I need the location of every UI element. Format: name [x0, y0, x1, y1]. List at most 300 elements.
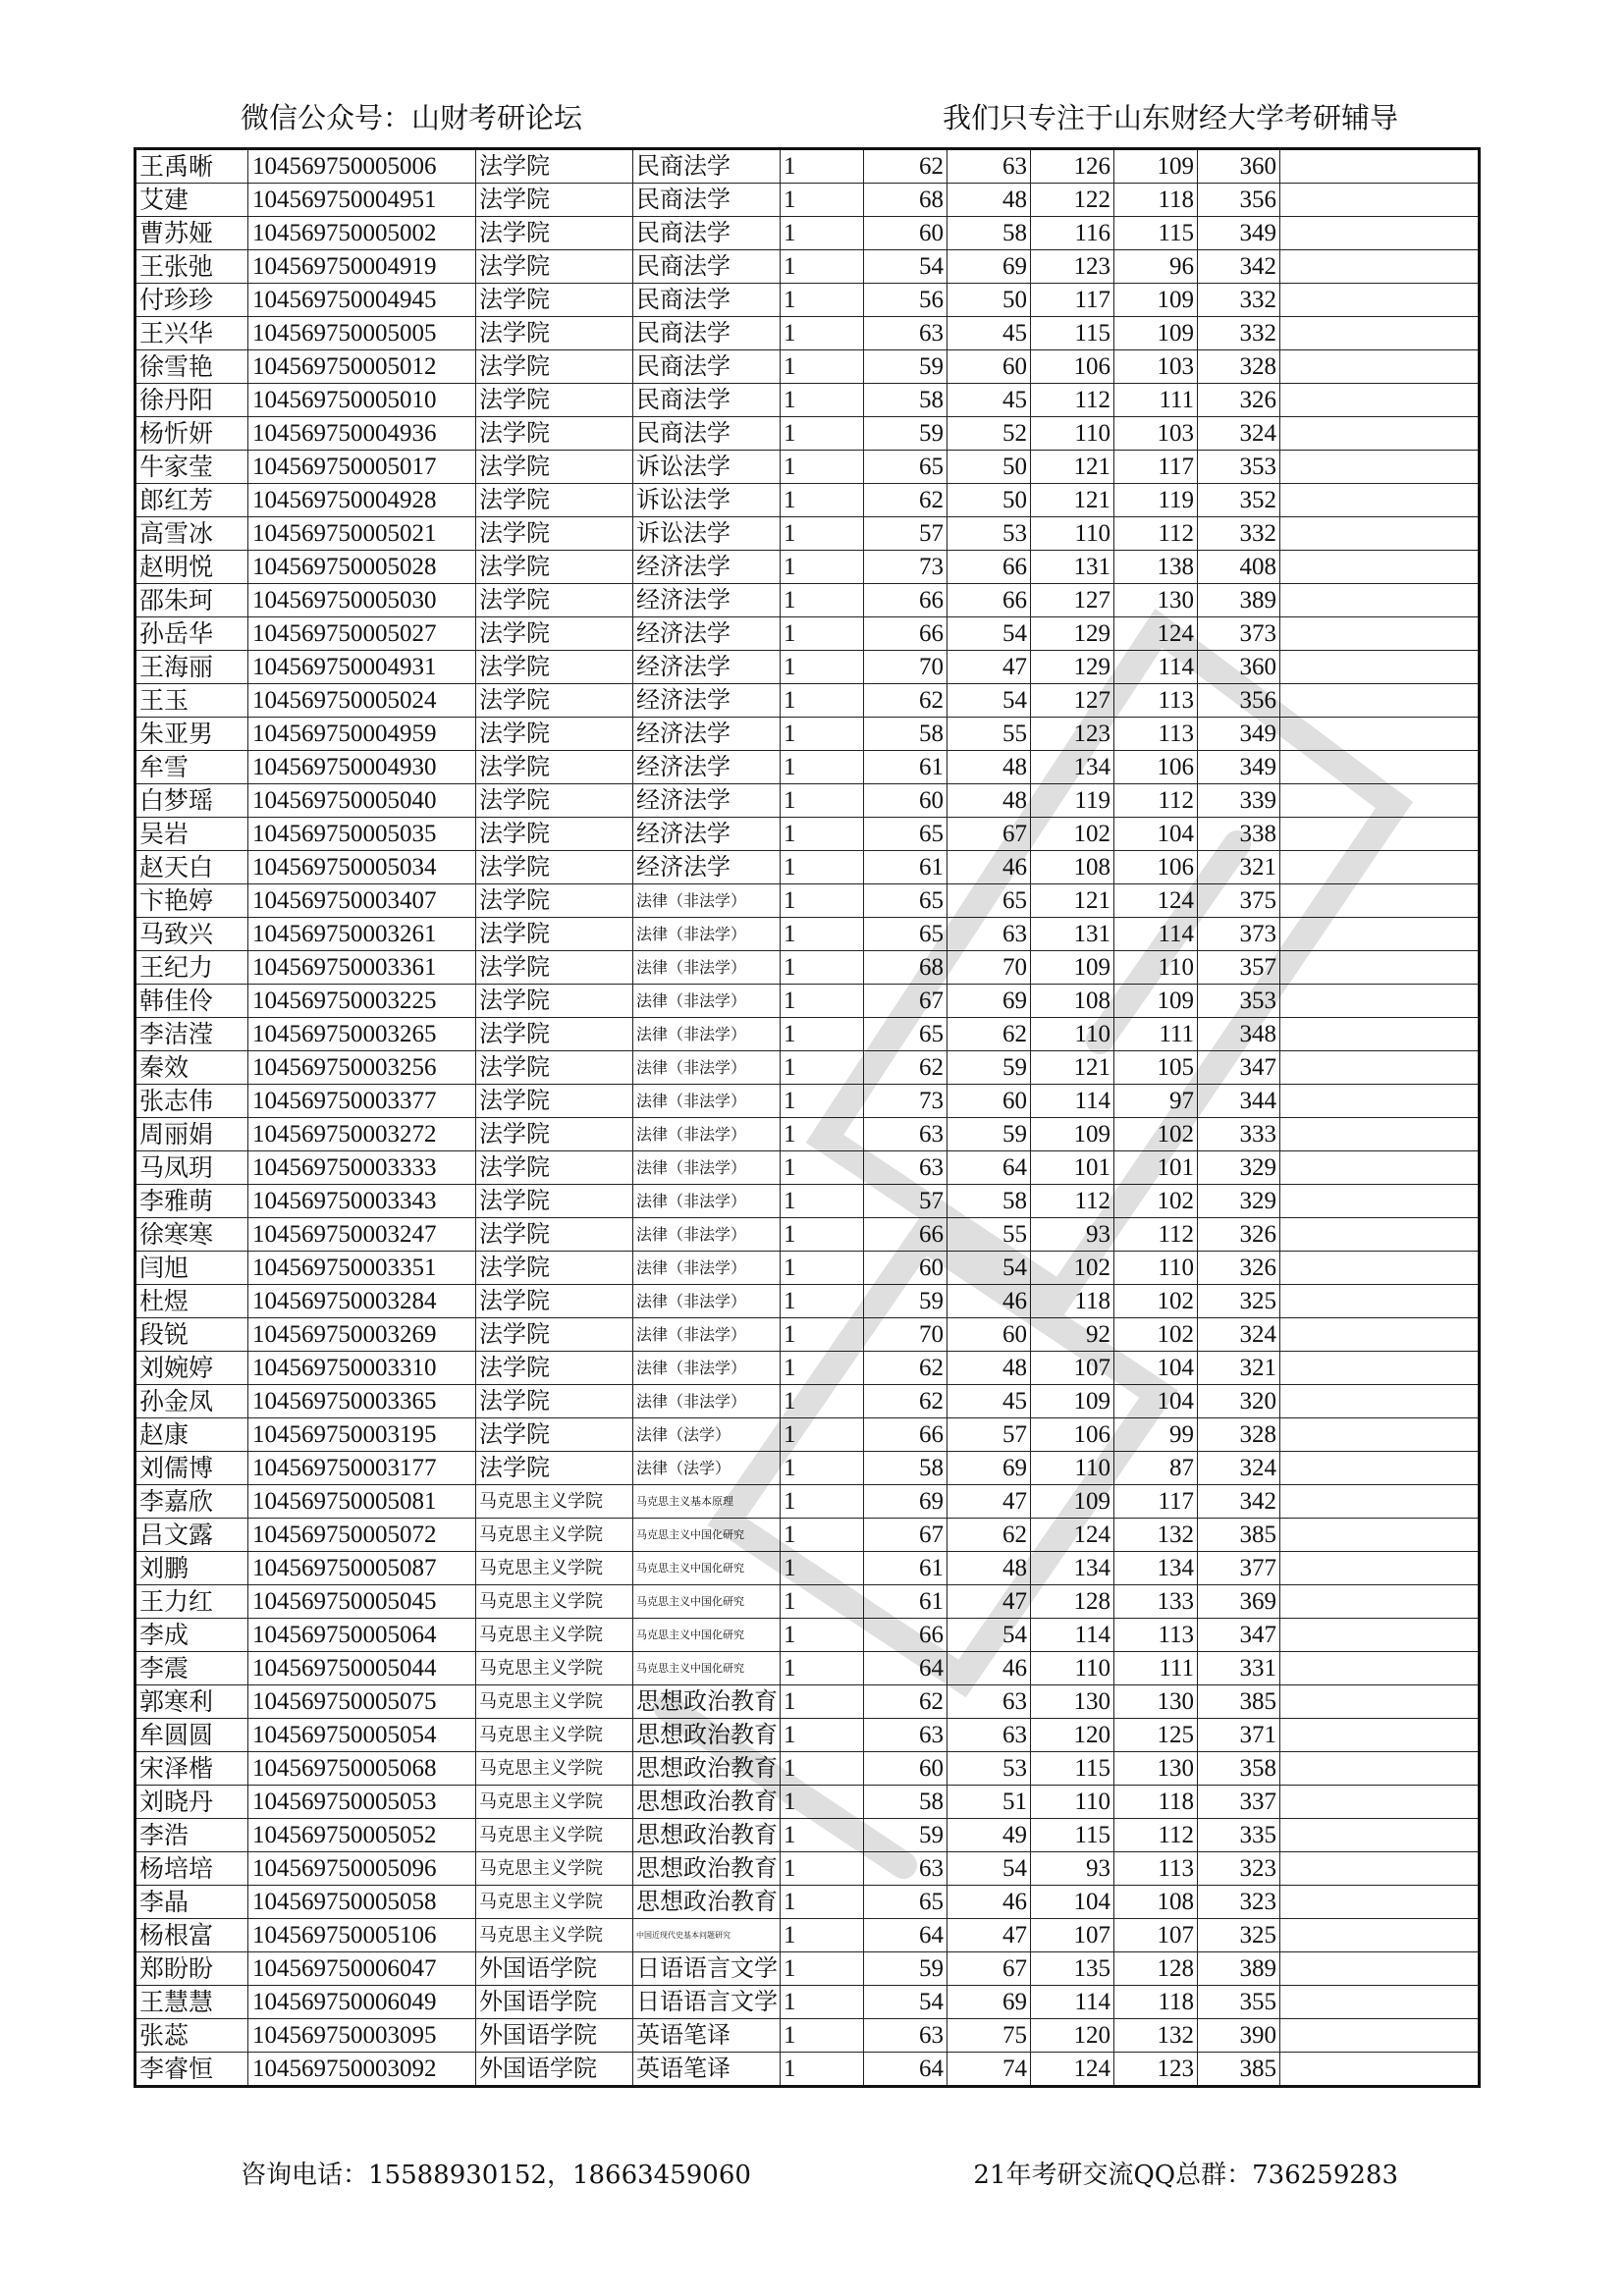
cell-major: 民商法学 [633, 284, 781, 317]
cell-name: 李睿恒 [135, 2053, 248, 2087]
cell-politics: 65 [864, 1018, 947, 1051]
cell-name: 秦效 [135, 1051, 248, 1085]
cell-major: 英语笔译 [633, 2053, 781, 2087]
cell-major: 法律（法学） [633, 1418, 781, 1452]
cell-exam-id: 104569750005006 [248, 149, 476, 184]
cell-major: 马克思主义中国化研究 [633, 1652, 781, 1685]
cell-politics: 59 [864, 1952, 947, 1986]
cell-exam-id: 104569750003269 [248, 1318, 476, 1352]
table-row [135, 1352, 1480, 1385]
cell-foreign-language: 50 [947, 451, 1031, 484]
cell-politics: 66 [864, 1418, 947, 1452]
cell-remark [1280, 1719, 1480, 1752]
cell-name: 杜煜 [135, 1285, 248, 1318]
cell-total: 325 [1198, 1285, 1280, 1318]
cell-subject-1: 110 [1031, 1652, 1114, 1685]
cell-politics: 60 [864, 217, 947, 250]
cell-subject-2: 109 [1114, 317, 1198, 350]
cell-college: 法学院 [476, 751, 633, 784]
cell-exam-id: 104569750003261 [248, 918, 476, 951]
cell-subject-1: 124 [1031, 2053, 1114, 2087]
cell-college: 外国语学院 [476, 1952, 633, 1986]
cell-college: 法学院 [476, 617, 633, 651]
cell-remark [1280, 284, 1480, 317]
cell-type: 1 [781, 350, 864, 384]
cell-subject-1: 116 [1031, 217, 1114, 250]
cell-subject-2: 110 [1114, 951, 1198, 985]
cell-remark [1280, 1819, 1480, 1852]
cell-remark [1280, 784, 1480, 818]
cell-major: 日语语言文学 [633, 1986, 781, 2019]
cell-subject-2: 104 [1114, 818, 1198, 851]
cell-type: 1 [781, 1352, 864, 1385]
cell-exam-id: 104569750005035 [248, 818, 476, 851]
cell-type: 1 [781, 1585, 864, 1619]
cell-major: 法律（非法学） [633, 1252, 781, 1285]
cell-subject-2: 111 [1114, 1018, 1198, 1051]
cell-major: 诉讼法学 [633, 484, 781, 517]
cell-total: 348 [1198, 1018, 1280, 1051]
cell-type: 1 [781, 1252, 864, 1285]
cell-total: 321 [1198, 1352, 1280, 1385]
cell-subject-2: 103 [1114, 350, 1198, 384]
footer-qq-group: 21年考研交流QQ总群：736259283 [973, 2161, 1398, 2190]
cell-politics: 62 [864, 1685, 947, 1719]
cell-foreign-language: 45 [947, 384, 1031, 417]
cell-college: 马克思主义学院 [476, 1485, 633, 1519]
cell-total: 323 [1198, 1852, 1280, 1886]
cell-college: 法学院 [476, 184, 633, 217]
cell-name: 马凤玥 [135, 1151, 248, 1185]
cell-major: 法律（非法学） [633, 1218, 781, 1252]
cell-remark [1280, 1352, 1480, 1385]
cell-major: 民商法学 [633, 384, 781, 417]
cell-politics: 66 [864, 1218, 947, 1252]
cell-total: 390 [1198, 2019, 1280, 2053]
cell-subject-2: 104 [1114, 1352, 1198, 1385]
cell-total: 332 [1198, 317, 1280, 350]
cell-major: 思想政治教育 [633, 1886, 781, 1919]
cell-subject-1: 130 [1031, 1685, 1114, 1719]
cell-remark [1280, 818, 1480, 851]
cell-remark [1280, 1018, 1480, 1051]
cell-exam-id: 104569750003333 [248, 1151, 476, 1185]
cell-subject-1: 135 [1031, 1952, 1114, 1986]
cell-politics: 62 [864, 1385, 947, 1418]
cell-type: 1 [781, 317, 864, 350]
cell-type: 1 [781, 2019, 864, 2053]
cell-type: 1 [781, 1118, 864, 1151]
cell-name: 段锐 [135, 1318, 248, 1352]
cell-foreign-language: 63 [947, 149, 1031, 184]
cell-foreign-language: 55 [947, 1218, 1031, 1252]
cell-total: 373 [1198, 617, 1280, 651]
cell-subject-1: 108 [1031, 985, 1114, 1018]
cell-subject-1: 129 [1031, 617, 1114, 651]
cell-foreign-language: 47 [947, 651, 1031, 684]
cell-exam-id: 104569750005058 [248, 1886, 476, 1919]
cell-major: 民商法学 [633, 184, 781, 217]
cell-politics: 65 [864, 818, 947, 851]
table-row [135, 1151, 1480, 1185]
cell-exam-id: 104569750005075 [248, 1685, 476, 1719]
table-row [135, 1585, 1480, 1619]
cell-foreign-language: 47 [947, 1485, 1031, 1519]
cell-subject-1: 131 [1031, 551, 1114, 584]
cell-politics: 63 [864, 1151, 947, 1185]
cell-major: 经济法学 [633, 684, 781, 718]
cell-foreign-language: 48 [947, 751, 1031, 784]
cell-exam-id: 104569750004931 [248, 651, 476, 684]
cell-name: 李嘉欣 [135, 1485, 248, 1519]
cell-total: 333 [1198, 1118, 1280, 1151]
cell-type: 1 [781, 1852, 864, 1886]
cell-subject-2: 132 [1114, 1519, 1198, 1552]
cell-foreign-language: 69 [947, 1986, 1031, 2019]
cell-remark [1280, 584, 1480, 617]
cell-type: 1 [781, 1786, 864, 1819]
cell-name: 杨忻妍 [135, 417, 248, 451]
cell-total: 326 [1198, 1252, 1280, 1285]
cell-subject-2: 118 [1114, 1786, 1198, 1819]
cell-subject-2: 113 [1114, 718, 1198, 751]
cell-foreign-language: 54 [947, 1852, 1031, 1886]
cell-subject-1: 115 [1031, 317, 1114, 350]
cell-remark [1280, 651, 1480, 684]
cell-major: 法律（非法学） [633, 1018, 781, 1051]
cell-total: 375 [1198, 884, 1280, 918]
cell-subject-2: 113 [1114, 1852, 1198, 1886]
cell-subject-2: 112 [1114, 517, 1198, 551]
cell-remark [1280, 1585, 1480, 1619]
cell-total: 332 [1198, 517, 1280, 551]
cell-subject-1: 134 [1031, 1552, 1114, 1585]
cell-major: 法律（非法学） [633, 1051, 781, 1085]
cell-foreign-language: 54 [947, 617, 1031, 651]
cell-name: 杨培培 [135, 1852, 248, 1886]
table-row [135, 284, 1480, 317]
cell-college: 法学院 [476, 1118, 633, 1151]
cell-total: 328 [1198, 1418, 1280, 1452]
cell-college: 法学院 [476, 1085, 633, 1118]
cell-college: 外国语学院 [476, 2053, 633, 2087]
cell-total: 360 [1198, 149, 1280, 184]
cell-remark [1280, 1552, 1480, 1585]
cell-college: 法学院 [476, 250, 633, 284]
cell-name: 王兴华 [135, 317, 248, 350]
cell-remark [1280, 1886, 1480, 1919]
cell-name: 孙岳华 [135, 617, 248, 651]
table-row [135, 818, 1480, 851]
cell-subject-2: 109 [1114, 284, 1198, 317]
table-row [135, 1485, 1480, 1519]
cell-subject-2: 113 [1114, 1619, 1198, 1652]
cell-name: 周丽娟 [135, 1118, 248, 1151]
cell-type: 1 [781, 1418, 864, 1452]
cell-name: 牛家莹 [135, 451, 248, 484]
cell-total: 349 [1198, 217, 1280, 250]
cell-college: 马克思主义学院 [476, 1852, 633, 1886]
cell-exam-id: 104569750004959 [248, 718, 476, 751]
cell-type: 1 [781, 1018, 864, 1051]
cell-exam-id: 104569750005030 [248, 584, 476, 617]
cell-name: 徐丹阳 [135, 384, 248, 417]
cell-foreign-language: 46 [947, 1285, 1031, 1318]
cell-foreign-language: 46 [947, 1886, 1031, 1919]
cell-politics: 58 [864, 718, 947, 751]
cell-subject-1: 93 [1031, 1852, 1114, 1886]
table-row [135, 551, 1480, 584]
cell-major: 思想政治教育 [633, 1819, 781, 1852]
cell-name: 郭寒利 [135, 1685, 248, 1719]
cell-subject-2: 106 [1114, 751, 1198, 784]
cell-major: 诉讼法学 [633, 451, 781, 484]
cell-subject-2: 112 [1114, 784, 1198, 818]
cell-exam-id: 104569750004930 [248, 751, 476, 784]
cell-foreign-language: 52 [947, 417, 1031, 451]
cell-subject-2: 111 [1114, 384, 1198, 417]
table-row [135, 217, 1480, 250]
cell-type: 1 [781, 184, 864, 217]
cell-subject-1: 121 [1031, 484, 1114, 517]
cell-subject-1: 123 [1031, 250, 1114, 284]
cell-exam-id: 104569750003310 [248, 1352, 476, 1385]
cell-remark [1280, 1652, 1480, 1685]
cell-exam-id: 104569750004945 [248, 284, 476, 317]
table-row [135, 417, 1480, 451]
table-row [135, 1852, 1480, 1886]
cell-major: 思想政治教育 [633, 1752, 781, 1786]
cell-subject-2: 124 [1114, 884, 1198, 918]
cell-college: 马克思主义学院 [476, 1919, 633, 1952]
cell-subject-1: 102 [1031, 1252, 1114, 1285]
cell-total: 329 [1198, 1151, 1280, 1185]
cell-foreign-language: 47 [947, 1919, 1031, 1952]
cell-politics: 67 [864, 1519, 947, 1552]
table-row [135, 1619, 1480, 1652]
cell-major: 马克思主义中国化研究 [633, 1552, 781, 1585]
cell-remark [1280, 451, 1480, 484]
cell-major: 经济法学 [633, 584, 781, 617]
cell-subject-1: 109 [1031, 1485, 1114, 1519]
table-row [135, 317, 1480, 350]
cell-name: 张志伟 [135, 1085, 248, 1118]
cell-college: 法学院 [476, 1318, 633, 1352]
cell-major: 法律（非法学） [633, 1352, 781, 1385]
table-row [135, 617, 1480, 651]
cell-subject-1: 118 [1031, 1285, 1114, 1318]
cell-subject-1: 131 [1031, 918, 1114, 951]
cell-subject-2: 103 [1114, 417, 1198, 451]
cell-college: 马克思主义学院 [476, 1552, 633, 1585]
cell-subject-1: 117 [1031, 284, 1114, 317]
cell-name: 韩佳伶 [135, 985, 248, 1018]
cell-remark [1280, 718, 1480, 751]
cell-total: 338 [1198, 818, 1280, 851]
cell-foreign-language: 54 [947, 684, 1031, 718]
cell-subject-1: 124 [1031, 1519, 1114, 1552]
cell-subject-1: 114 [1031, 1619, 1114, 1652]
cell-total: 320 [1198, 1385, 1280, 1418]
cell-remark [1280, 751, 1480, 784]
cell-foreign-language: 60 [947, 1318, 1031, 1352]
cell-subject-2: 125 [1114, 1719, 1198, 1752]
cell-type: 1 [781, 149, 864, 184]
cell-remark [1280, 918, 1480, 951]
cell-name: 刘鹏 [135, 1552, 248, 1585]
cell-politics: 67 [864, 985, 947, 1018]
table-row [135, 1018, 1480, 1051]
cell-exam-id: 104569750005106 [248, 1919, 476, 1952]
cell-college: 马克思主义学院 [476, 1652, 633, 1685]
cell-foreign-language: 48 [947, 784, 1031, 818]
cell-total: 324 [1198, 1452, 1280, 1485]
cell-name: 徐寒寒 [135, 1218, 248, 1252]
table-row [135, 1452, 1480, 1485]
cell-remark [1280, 551, 1480, 584]
cell-foreign-language: 58 [947, 1185, 1031, 1218]
cell-type: 1 [781, 617, 864, 651]
cell-exam-id: 104569750003343 [248, 1185, 476, 1218]
cell-remark [1280, 384, 1480, 417]
cell-foreign-language: 50 [947, 484, 1031, 517]
cell-subject-1: 121 [1031, 1051, 1114, 1085]
cell-politics: 65 [864, 918, 947, 951]
cell-politics: 63 [864, 1852, 947, 1886]
cell-major: 经济法学 [633, 851, 781, 884]
cell-exam-id: 104569750004919 [248, 250, 476, 284]
cell-name: 郎红芳 [135, 484, 248, 517]
cell-subject-2: 96 [1114, 250, 1198, 284]
cell-subject-1: 115 [1031, 1819, 1114, 1852]
cell-subject-2: 114 [1114, 651, 1198, 684]
cell-foreign-language: 75 [947, 2019, 1031, 2053]
cell-subject-2: 134 [1114, 1552, 1198, 1585]
cell-college: 马克思主义学院 [476, 1685, 633, 1719]
cell-subject-1: 114 [1031, 1986, 1114, 2019]
table-row [135, 184, 1480, 217]
cell-name: 王玉 [135, 684, 248, 718]
cell-exam-id: 104569750005002 [248, 217, 476, 250]
header-right-text: 我们只专注于山东财经大学考研辅导 [942, 101, 1398, 134]
cell-subject-1: 123 [1031, 718, 1114, 751]
cell-subject-1: 122 [1031, 184, 1114, 217]
cell-name: 张蕊 [135, 2019, 248, 2053]
cell-exam-id: 104569750004951 [248, 184, 476, 217]
cell-exam-id: 104569750005068 [248, 1752, 476, 1786]
cell-subject-2: 102 [1114, 1185, 1198, 1218]
cell-type: 1 [781, 884, 864, 918]
cell-name: 李浩 [135, 1819, 248, 1852]
cell-exam-id: 104569750005072 [248, 1519, 476, 1552]
cell-subject-1: 106 [1031, 350, 1114, 384]
cell-name: 朱亚男 [135, 718, 248, 751]
cell-total: 328 [1198, 350, 1280, 384]
cell-foreign-language: 69 [947, 985, 1031, 1018]
cell-total: 342 [1198, 1485, 1280, 1519]
cell-remark [1280, 517, 1480, 551]
cell-name: 王慧慧 [135, 1986, 248, 2019]
cell-foreign-language: 53 [947, 1752, 1031, 1786]
cell-name: 卞艳婷 [135, 884, 248, 918]
cell-exam-id: 104569750005040 [248, 784, 476, 818]
cell-type: 1 [781, 1685, 864, 1719]
cell-subject-1: 109 [1031, 1385, 1114, 1418]
cell-major: 思想政治教育 [633, 1685, 781, 1719]
table-row [135, 1752, 1480, 1786]
cell-foreign-language: 49 [947, 1819, 1031, 1852]
cell-type: 1 [781, 1485, 864, 1519]
cell-total: 353 [1198, 985, 1280, 1018]
page-header [241, 94, 1398, 141]
cell-type: 1 [781, 1719, 864, 1752]
cell-major: 经济法学 [633, 551, 781, 584]
table-row [135, 1786, 1480, 1819]
cell-subject-1: 92 [1031, 1318, 1114, 1352]
cell-subject-2: 109 [1114, 985, 1198, 1018]
cell-major: 经济法学 [633, 784, 781, 818]
cell-exam-id: 104569750005064 [248, 1619, 476, 1652]
cell-major: 法律（非法学） [633, 951, 781, 985]
cell-remark [1280, 1852, 1480, 1886]
cell-exam-id: 104569750004928 [248, 484, 476, 517]
cell-foreign-language: 59 [947, 1118, 1031, 1151]
cell-politics: 60 [864, 1252, 947, 1285]
cell-college: 法学院 [476, 1218, 633, 1252]
cell-exam-id: 104569750005096 [248, 1852, 476, 1886]
cell-exam-id: 104569750003225 [248, 985, 476, 1018]
cell-remark [1280, 1252, 1480, 1285]
cell-politics: 58 [864, 384, 947, 417]
cell-subject-2: 106 [1114, 851, 1198, 884]
cell-remark [1280, 484, 1480, 517]
cell-major: 经济法学 [633, 617, 781, 651]
cell-type: 1 [781, 651, 864, 684]
table-row [135, 1519, 1480, 1552]
cell-subject-2: 107 [1114, 1919, 1198, 1952]
table-row [135, 517, 1480, 551]
cell-subject-2: 112 [1114, 1819, 1198, 1852]
table-row [135, 851, 1480, 884]
cell-name: 郑盼盼 [135, 1952, 248, 1986]
cell-total: 326 [1198, 384, 1280, 417]
cell-remark [1280, 985, 1480, 1018]
cell-subject-2: 123 [1114, 2053, 1198, 2087]
table-row [135, 1385, 1480, 1418]
cell-name: 高雪冰 [135, 517, 248, 551]
cell-type: 1 [781, 851, 864, 884]
cell-politics: 63 [864, 1719, 947, 1752]
score-table-body [135, 149, 1480, 2087]
cell-name: 赵康 [135, 1418, 248, 1452]
cell-politics: 62 [864, 484, 947, 517]
cell-type: 1 [781, 1085, 864, 1118]
cell-remark [1280, 1118, 1480, 1151]
cell-subject-2: 130 [1114, 1685, 1198, 1719]
cell-exam-id: 104569750003272 [248, 1118, 476, 1151]
cell-remark [1280, 149, 1480, 184]
table-row [135, 451, 1480, 484]
table-row [135, 584, 1480, 617]
cell-politics: 62 [864, 149, 947, 184]
cell-politics: 62 [864, 684, 947, 718]
cell-college: 法学院 [476, 350, 633, 384]
cell-total: 355 [1198, 1986, 1280, 2019]
cell-subject-2: 99 [1114, 1418, 1198, 1452]
cell-subject-2: 119 [1114, 484, 1198, 517]
cell-college: 法学院 [476, 1452, 633, 1485]
cell-major: 法律（非法学） [633, 918, 781, 951]
